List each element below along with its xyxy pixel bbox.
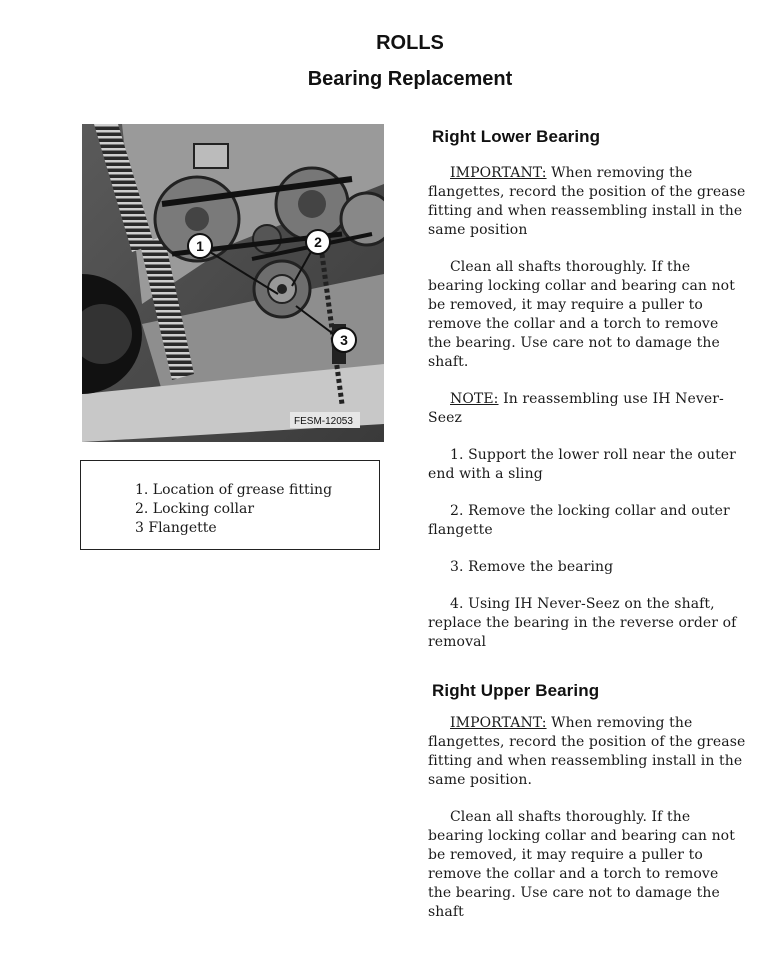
step-1: 1. Support the lower roll near the outer end with a sling <box>428 447 736 482</box>
step-2: 2. Remove the locking collar and outer flangette <box>428 503 730 538</box>
important-label: IMPORTANT: <box>450 715 547 731</box>
bearing-photo <box>82 124 384 442</box>
cleaning-paragraph: Clean all shafts thoroughly. If the bearing locking collar and bearing can not be removed, it may require a puller to remove the collar and a torch to remove the bearing. Use care not to damage the shaft <box>428 809 735 920</box>
right-upper-bearing-section <box>428 680 746 922</box>
important-note <box>428 164 746 240</box>
right-lower-bearing-section <box>428 126 746 652</box>
callout-2: 2 <box>314 234 322 250</box>
legend-item: 1. Location of grease fitting <box>135 482 333 498</box>
step-4: 4. Using IH Never-Seez on the shaft, replace the bearing in the reverse order of removal <box>428 596 737 650</box>
instructions-column <box>428 126 746 940</box>
important-text: When removing the flangettes, record the position of the grease fitting and when reassembling install in the same position <box>428 165 746 238</box>
note-label: NOTE: <box>450 391 499 407</box>
page-subtitle: Bearing Replacement <box>307 68 513 90</box>
step-3: 3. Remove the bearing <box>450 559 614 575</box>
note-paragraph <box>428 390 746 428</box>
section-heading: Right Lower Bearing <box>432 127 601 146</box>
important-note <box>428 714 746 790</box>
important-label: IMPORTANT: <box>450 165 547 181</box>
page-title: ROLLS <box>376 32 444 54</box>
section-heading: Right Upper Bearing <box>432 681 600 700</box>
cleaning-paragraph: Clean all shafts thoroughly. If the bearing locking collar and bearing can not be removed, it may require a puller to remove the collar and a torch to remove the bearing. Use care not to damage the shaft. <box>428 259 735 370</box>
legend-item: 3 Flangette <box>135 520 217 536</box>
note-text: In reassembling use IH Never-Seez <box>428 391 724 426</box>
callout-3: 3 <box>340 332 348 348</box>
callout-1: 1 <box>196 238 204 254</box>
important-text: When removing the flangettes, record the position of the grease fitting and when reassembling install in the same position. <box>428 715 746 788</box>
figure-id-label: FESM-12053 <box>294 416 353 427</box>
legend-item: 2. Locking collar <box>135 501 255 517</box>
figure-legend <box>80 460 380 550</box>
